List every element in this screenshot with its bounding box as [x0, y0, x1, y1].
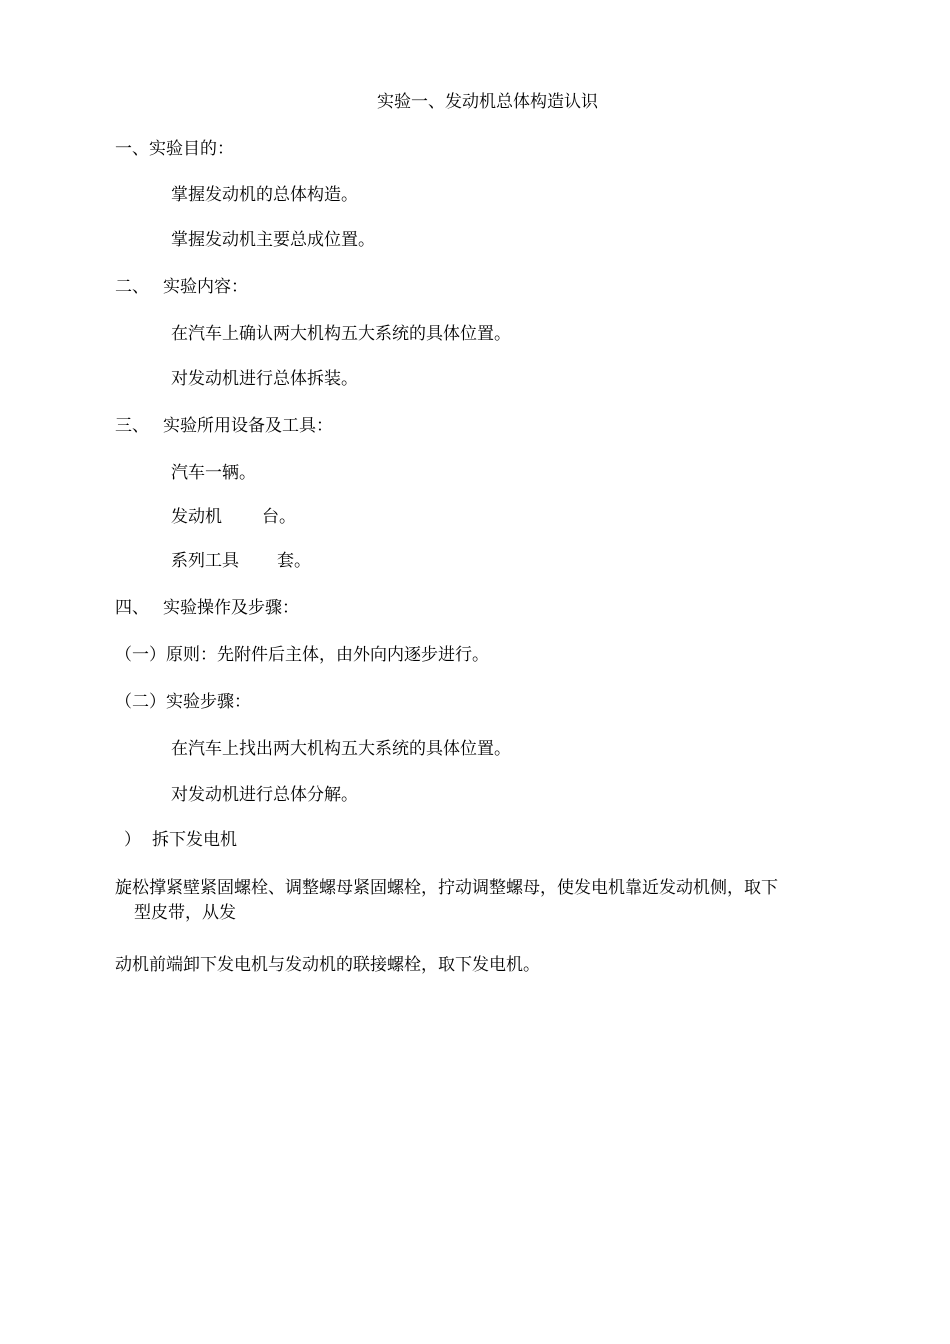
equipment-unit: 套。: [277, 551, 311, 571]
procedure-step: 对发动机进行总体分解。: [171, 785, 358, 805]
equipment-name: 系列工具: [171, 551, 239, 571]
sub-step-heading: [124, 829, 237, 851]
purpose-item: 掌握发动机主要总成位置。: [171, 230, 375, 250]
section-heading-text: 实验所用设备及工具：: [163, 416, 333, 436]
section-number: 二、: [115, 277, 149, 297]
section-heading-procedure: [115, 597, 299, 619]
page-title: 实验一、发动机总体构造认识: [377, 92, 598, 112]
procedure-principle: （一）原则：先附件后主体，由外向内逐步进行。: [115, 645, 489, 665]
procedure-step: 在汽车上找出两大机构五大系统的具体位置。: [171, 739, 511, 759]
equipment-unit: 台。: [262, 507, 296, 527]
section-heading-content: [115, 276, 248, 298]
content-item: 对发动机进行总体拆装。: [171, 369, 358, 389]
section-heading-text: 实验操作及步骤：: [163, 598, 299, 618]
equipment-item: 汽车一辆。: [171, 463, 256, 483]
section-heading-purpose: 一、实验目的：: [115, 139, 234, 159]
paragraph-line: 旋松撑紧壁紧固螺栓、调整螺母紧固螺栓，拧动调整螺母，使发电机靠近发动机侧，取下: [115, 878, 778, 898]
section-heading-equipment: [115, 415, 333, 437]
equipment-name: 发动机: [171, 507, 222, 527]
section-number: 四、: [115, 598, 149, 618]
section-number: 三、: [115, 416, 149, 436]
section-heading-text: 实验内容：: [163, 277, 248, 297]
equipment-item: [171, 506, 296, 528]
content-item: 在汽车上确认两大机构五大系统的具体位置。: [171, 324, 511, 344]
sub-step-text: 拆下发电机: [152, 830, 237, 850]
sub-step-paren: ）: [124, 830, 141, 850]
paragraph-line: 型皮带，从发: [134, 903, 236, 923]
procedure-steps-heading: （二）实验步骤：: [115, 692, 251, 712]
purpose-item: 掌握发动机的总体构造。: [171, 185, 358, 205]
paragraph-line: 动机前端卸下发电机与发动机的联接螺栓，取下发电机。: [115, 955, 540, 975]
equipment-item: [171, 550, 311, 572]
